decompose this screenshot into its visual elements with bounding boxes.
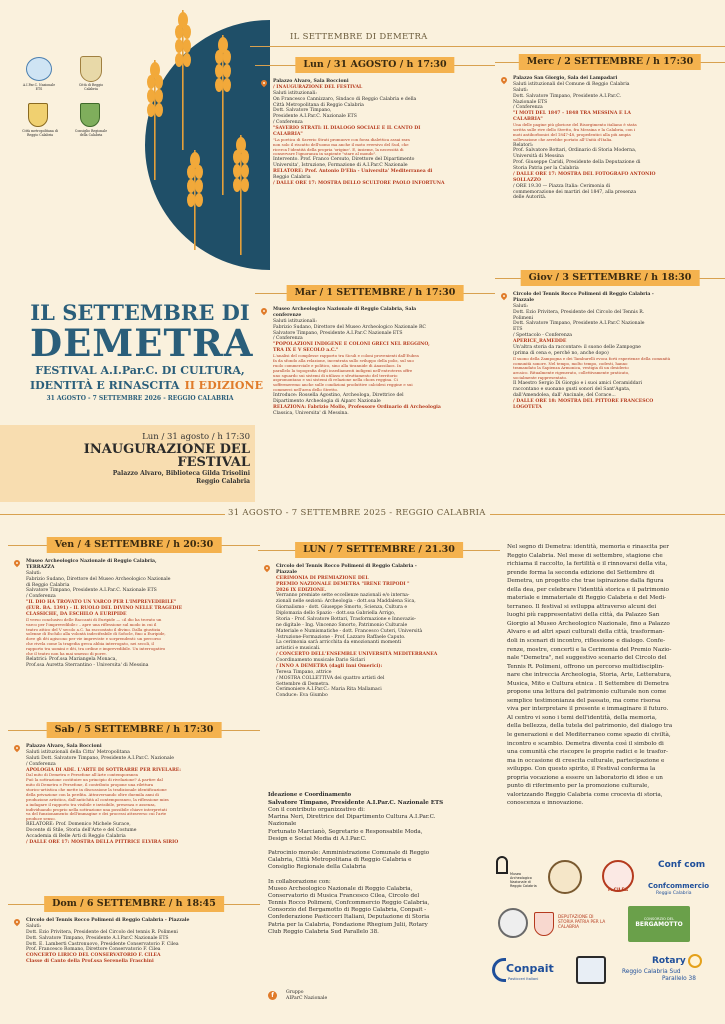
event-text-line: Il verso conclusivo delle Baccanti di Euripide — «il dio ha trovato un xyxy=(26,616,162,622)
event-text-line: Tennis Rocco Polimeni, Confcommercio Reggio Calabria, xyxy=(268,900,430,907)
facebook-label-1: Gruppo xyxy=(286,990,304,995)
event-text-line: / MOSTRA COLLETTIVA dei quattro artisti del xyxy=(276,675,385,681)
rhegium-julii-logo xyxy=(548,860,582,894)
event-text-line: Dott. Ezio Privitera, Presidente del Circolo del Tennis R. xyxy=(513,309,645,315)
event-text-line: commemorazione dei martiri del 1847, alla presenza xyxy=(513,189,637,195)
city-crest-logo xyxy=(80,56,102,82)
event-block xyxy=(495,54,725,201)
event-text-line: Dott. Salvatore Timpano, Presidente A.I.Par.C Nazionale xyxy=(513,321,645,327)
bergamotto-logo xyxy=(628,906,690,942)
event-text-line: Dott. Ezio Privitera, Presidente del Circolo del tennis R. Polimeni xyxy=(26,929,178,935)
event-text-line: CALABRIA" xyxy=(513,117,543,123)
event-text-line: Marina Neri, Direttrice del Dipartimento Cultura A.I.Par.C. xyxy=(268,814,436,821)
event-text-line: storico-artistica che mette in discussione la tradizionale identificazione xyxy=(26,787,167,792)
event-text-line: Relatrici: Prof.ssa Mariangela Monaca, xyxy=(26,656,117,662)
event-text-line: Coordinamento musicale Dario Siclari xyxy=(276,658,365,663)
event-block xyxy=(255,285,495,417)
event-text-line: zionali nelle sezioni: Archeologia - dott.ssa Maddalena Sica, xyxy=(276,599,416,605)
description-line: prende forma la seconda edizione del Settembre di xyxy=(507,569,655,576)
event-text-line: LOGOTETA xyxy=(513,404,542,410)
event-text-line: APOLOGIA DI ADE. L'ARTE DI SOTTRARRE PER RIVELARE: xyxy=(26,767,181,773)
edition-label: II EDIZIONE xyxy=(184,379,263,392)
event-text-line: "La poetica di Saverio Strati promuove con forza dialettica assai rara xyxy=(273,136,410,142)
event-text-line: Patrocinio morale: Amministrazione Comunale di Reggio xyxy=(268,850,430,856)
credits-block xyxy=(268,792,500,936)
event-text-line: "POPOLAZIONI INDIGENE E COLONI GRECI NEL REGGINO, xyxy=(273,342,430,348)
credits-lines xyxy=(268,800,500,936)
description-line: Demetra, un progetto che trae ispirazione dalla figura xyxy=(507,578,664,585)
conpait-icon xyxy=(492,958,506,982)
event-text-line: Prof.ssa Auretta Sterrantino - Universita' di Messina xyxy=(26,662,149,668)
event-text-line: Patria per la Calabria, Fondazione Rhegium Julii, Rotary xyxy=(268,921,428,928)
event-text-line: Circolo del Tennis Rocco Polimeni di Reggio Calabria - Piazzale xyxy=(26,918,190,923)
event-text-line: mito di Demetra e Persefone, il contributo propone una rilettura xyxy=(26,782,154,788)
location-pin-icon xyxy=(501,293,507,301)
event-text-line: Docente di Stile, Storia dell'Arte e del Costume xyxy=(26,828,137,833)
logo-label: Consiglio Regionale della Calabria xyxy=(74,129,108,138)
event-date: Sab / 5 SETTEMBRE / h 17:30 xyxy=(47,722,222,738)
description-line: semplice testimonianza del passato, ma come risorsa xyxy=(507,697,661,704)
logo-label: Città di Reggio Calabria xyxy=(78,83,104,92)
event-text-line: conservare l'ignoranza in sapiente "stare al mondo". xyxy=(273,151,377,157)
confcom-mark: Conf com xyxy=(658,860,706,870)
conpait-logo xyxy=(492,956,556,992)
conpait-label: Conpait xyxy=(506,962,554,975)
event-block xyxy=(255,57,495,187)
sponsor-logos xyxy=(490,850,725,1020)
description-line: Nel segno di Demetra: identità, memoria e rinascita per xyxy=(507,544,669,550)
location-pin-icon xyxy=(261,80,267,88)
event-text-line: Club Reggio Calabria Sud Parallelo 38. xyxy=(268,928,379,935)
event-text-line: / DALLE ORE 17: MOSTRA DELLO SCULTORE PAOLO INFORTUNA xyxy=(273,180,445,186)
event-text-line: di Reggio Calabria xyxy=(26,582,70,588)
event-text-line: Intervento. Prof. Franco Cersuto, Direttore del Dipartimento xyxy=(273,157,415,163)
event-text-line: Circolo del Tennis Rocco Polimeni di Reggio Calabria - xyxy=(513,292,654,297)
event-text-line: RELATORE: Prof. Antonio D'Elia - Universita' Mediterranea di xyxy=(273,169,433,174)
event-text-line: Prof. Salvatore Bottari, Ordinario di Storia Moderna, xyxy=(513,148,637,154)
description-line: una comunità che riscopre le proprie radici e le trasfor- xyxy=(507,749,668,756)
event-text-line: dall'Amendolea, dall' Ancinale, del Corace... xyxy=(513,392,616,398)
divider xyxy=(0,514,225,515)
description-line: le generazioni e del Mediterraneo come spazio di civiltà, xyxy=(507,732,671,739)
event-text-line: Polimeni xyxy=(513,315,534,321)
divider xyxy=(490,514,725,515)
event-text-line: Confederazione Pasticceri Italiani, Deputazione di Storia xyxy=(268,914,430,921)
aiparc-logo xyxy=(26,57,52,81)
event-date: LUN / 7 SETTEMBRE / 21.30 xyxy=(295,542,463,558)
description-line: luoghi più rappresentativi della città, da Palazzo San xyxy=(507,612,660,619)
event-text-line: conferenze xyxy=(273,312,302,318)
event-text-line: Salvatore Timpano, Presidente A.I.Par.C. Nazionale ETS xyxy=(268,799,444,806)
event-text-line: Consorzio del Bergamotto di Reggio Calabria, Conpait - xyxy=(268,907,427,914)
description-line: doli in scenari di incontro, riflessione e dialogo. Confe- xyxy=(507,638,666,645)
event-text-line: che rivela come la tragedia greca abbia interrogato, nei secoli, il xyxy=(26,641,154,647)
description-line: richiama il raccolto, la fertilità e il rinnovarsi della vita, xyxy=(507,561,668,568)
event-text-line: PREMIO NAZIONALE DEMETRA "IRENE TRIPODI " xyxy=(276,581,410,587)
event-text-line: Verranno premiate sette eccellenze nazionali e/o interna- xyxy=(276,593,410,599)
festival-dates: 31 AGOSTO - 7 SETTEMBRE 2026 - REGGIO CALABRIA xyxy=(46,395,234,402)
event-text-line: teatro attico del V secolo a.C. ha raccontato il divino. Dalla giustizia xyxy=(26,626,161,632)
event-block xyxy=(495,270,725,410)
event-text-line: Consiglio Regionale della Calabria xyxy=(268,864,366,871)
title-line-1: IL SETTEMBRE DI xyxy=(30,300,250,325)
event-text-line: In collaborazione con: xyxy=(268,878,331,885)
event-text-line: Saluti: xyxy=(513,87,529,93)
event-text-line: / INAUGURAZIONE DEL FESTIVAL xyxy=(273,84,363,90)
event-text-line: On Francesco Cannizzaro, Sindaco di Reggio Calabria e della xyxy=(273,96,417,102)
description-line: Giorgio al Museo Archeologico Nazionale, fino a Palazzo xyxy=(507,620,670,627)
event-text-line: Nazionale ETS xyxy=(513,99,548,105)
event-text-line: moti antiborbonici del 1847-48, propedeutici alla più ampia xyxy=(513,131,631,137)
location-pin-icon xyxy=(501,77,507,85)
event-text-line: Saluti istituzionali: xyxy=(273,90,317,96)
description-line: propria vocazione a essere un laboratorio di idee e un xyxy=(507,774,663,781)
event-text-line: Calabria, Città Metropolitana di Reggio Calabria e xyxy=(268,857,412,864)
facebook-icon: f xyxy=(268,991,277,1000)
event-text-line: produce senso. xyxy=(26,816,56,822)
event-block xyxy=(8,896,260,965)
event-text-line: Giornalismo - dott. Giuseppe Smorto, Scienza, Cultura e xyxy=(276,605,408,611)
event-text-line: Conservatorio di Musica Francesco Cilea, Circolo del xyxy=(268,892,420,899)
description-line: renze, mostre, concerti e la Cerimonia del Premio Nazio- xyxy=(507,646,672,653)
divider xyxy=(250,46,725,47)
description-line: della bellezza, della tutela del patrimonio, del dialogo tra xyxy=(507,723,673,730)
event-text-line: Fortunato Marcianò, Segretario e Responsabile Moda, xyxy=(268,828,423,835)
event-text-line: Storia - Prof. Salvatore Bottari, Trasformazione e Innovazio- xyxy=(276,616,417,622)
institution-logos xyxy=(22,55,112,145)
event-text-line: Piazzale xyxy=(513,297,535,303)
event-text-line: / Conferenza xyxy=(513,105,543,111)
event-text-line: TRA IX E V SECOLO a.C." xyxy=(273,348,339,354)
event-text-line: ETS xyxy=(513,327,523,333)
inauguration-box xyxy=(20,432,250,486)
title-line-2: DEMETRA xyxy=(30,321,254,365)
event-text-line: / DALLE ORE 17: MOSTRA DELLA PITTRICE ELVIRA SIRIO xyxy=(26,839,179,845)
bottom-banner: 31 AGOSTO - 7 SETTEMBRE 2025 - REGGIO CALABRIA xyxy=(228,508,486,518)
event-text-line: La cerimonia sarà arricchita da emozionanti momenti xyxy=(276,640,402,646)
event-date: Giov / 3 SETTEMBRE / h 18:30 xyxy=(521,270,700,286)
event-text-line: CALABRIA" xyxy=(273,131,303,137)
description-line: Musica, Mito e Cultura etnica . Il Settembre di Demetra xyxy=(507,680,669,687)
sponsor-label-line: Nazionale di xyxy=(510,880,531,885)
sponsor-label-line: CALABRIA xyxy=(558,924,579,930)
event-text-line: va del funzionamento dell'immagine e dei processi attraverso cui l'arte xyxy=(26,811,167,817)
description-line: Al centro vi sono i temi dell'identità, della memoria, xyxy=(507,714,657,721)
description-line: Tennis R. Polimeni, offrono un percorso multidisciplin- xyxy=(507,663,665,670)
credits-heading: Ideazione e Coordinamento xyxy=(268,792,352,798)
event-text-line: Circolo del Tennis Rocco Polimeni di Reggio Calabria - xyxy=(276,564,417,569)
description-line: nale "Demetra", nel suggestivo scenario del Circolo del xyxy=(507,655,667,662)
event-text-line: Presidente A.I.Par.C. Nazionale ETS xyxy=(273,114,357,120)
event-text-line: fa da sfondo alla relazione, incentrata sullo sviluppo della polis, sul suo xyxy=(273,357,414,363)
location-pin-icon xyxy=(14,745,20,753)
event-text-line: L'analisi del complesse rapporto tra Siculi e coloni provenienti dall'Eubea xyxy=(273,353,419,358)
event-text-line: dove gli dèi agiscono per vie impreviste e sorprendenti: un percorso xyxy=(26,636,161,642)
description-line: materiale e immateriale di Reggio Calabria e del Medi- xyxy=(507,595,667,602)
event-text-line: Nazionale xyxy=(268,821,297,828)
event-text-line: RELATORE: Prof. Domenico Michele Surace, xyxy=(26,822,131,828)
event-text-line: non solo il riscatto dell'uomo ma anche il moto eversivo del Sud, che xyxy=(273,141,409,147)
conpait-sub: Pasticceri Italiani xyxy=(508,977,539,981)
description-line: viva per interpretare il presente e immaginare il futuro. xyxy=(507,706,669,713)
description-line: ma in occasione di crescita culturale, partecipazione e xyxy=(507,757,665,764)
event-block xyxy=(8,537,260,669)
event-block xyxy=(8,722,260,846)
description-line: Alvaro e ad altri spazi culturali della città, trasforman- xyxy=(507,629,665,636)
event-text-line: Reggio Calabria xyxy=(273,174,311,180)
event-date: Dom / 6 SETTEMBRE / h 18:45 xyxy=(44,896,224,912)
sponsor-label-line: Museo xyxy=(510,872,522,876)
inauguration-place-1: Palazzo Alvaro, Biblioteca Gilda Trisolini xyxy=(112,470,250,477)
rotary-label: Rotary xyxy=(652,956,686,966)
pastry-logo xyxy=(576,956,606,984)
event-text-line: Teresa Timpano, attrice xyxy=(276,669,332,675)
event-text-line: Saluti istituzionali della Citta' Metropolitana xyxy=(26,749,130,755)
event-text-line: della privazione con la perdita. Attraversando oltre duemila anni di xyxy=(26,791,159,797)
festival-description xyxy=(507,543,719,808)
event-text-line: Storia Patria per la Calabria xyxy=(513,166,579,171)
event-text-line: Il suono della Zampogna e dei Tamburelli evoca forti esperienze della comunità xyxy=(513,355,671,361)
description-line: valorizzando Reggio Calabria come crocevia di storia, xyxy=(507,791,663,798)
event-text-line: commerci nell'area dello Stretto. xyxy=(273,387,339,393)
subtitle-line-1: FESTIVAL A.I.Par.C. DI CULTURA, xyxy=(35,364,245,377)
bergamotto-label-2: BERGAMOTTO xyxy=(635,921,683,928)
event-text-line: "I MOTI DEL 1847 - 1848 TRA MESSINA E LA xyxy=(513,111,631,117)
event-text-line: Diplomazia dello Spazio - dott.ssa Gabriella Arrigo, xyxy=(276,611,396,616)
sponsor-label-line: DEPUTAZIONE DI xyxy=(558,914,594,919)
event-text-line: Il Maestro Sergio Di Giorgio e i suoi amici Ceramiddari xyxy=(513,381,643,386)
event-text-line: Un'altra storia da raccontare: il suono delle Zampogne xyxy=(513,344,641,350)
event-text-line: ricerca l'identità della propria 'origine'. E, insieme, la necessità di xyxy=(273,146,404,152)
event-date: Merc / 2 SETTEMBRE / h 17:30 xyxy=(519,54,701,70)
event-text-line: Con il contributo organizzativo di: xyxy=(268,807,365,814)
description-line: nare che intreccia Archeologia, Storia, Arte, Letteratura, xyxy=(507,672,672,679)
event-text-line: TERRAZZA xyxy=(26,564,55,570)
event-text-line: a indagare il rapporto tra visibile e invisibile, presenza e assenza, xyxy=(26,801,156,807)
event-text-line: CONCERTO LIRICO DEL CONSERVATORIO F. CILEA xyxy=(26,953,161,959)
event-text-line: Classica, Universita' di Messina. xyxy=(273,410,349,416)
bergamotto-label-1: CONSORZIO DEL xyxy=(643,917,675,921)
event-text-line: Prof. Francesco Romano, Direttore Conservatorio F. Cilea xyxy=(26,947,161,953)
event-text-line: Museo Archeologico Nazionale di Reggio Calabria, Sala xyxy=(273,307,417,312)
event-text-line: 2026 IX EDIZIONE. xyxy=(276,587,327,593)
event-text-line: delle Autorità. xyxy=(513,195,547,201)
event-text-line: Dal mito di Demetra e Persefone all'Arte contemporanea xyxy=(26,772,139,778)
description-line: conoscenza e innovazione. xyxy=(507,800,584,807)
event-text-line: ne digitale - Ing. Vincenzo Smorto, Patrimonio Culturale xyxy=(276,622,408,628)
event-text-line: / DALLE ORE 17: MOSTRA DEL FOTOGRAFO ANTONIO xyxy=(513,171,656,177)
event-text-line: Dipartimento Archeologia di Aiparc Nazionale xyxy=(273,398,381,404)
event-text-line: Cerimoniere A.I.Par.C.: Maria Rita Mallamaci xyxy=(276,687,382,693)
location-pin-icon xyxy=(14,560,20,568)
event-text-line: / Conferenza xyxy=(26,761,56,767)
regional-council-logo xyxy=(80,103,100,127)
event-text-line: Materiale e Numismatiche - dott. Francesco Cuteri, Università xyxy=(276,628,423,634)
event-text-line: che il teatro non ha mai smesso di porre. xyxy=(26,650,107,656)
event-text-line: Salvatore Timpano, Presidente A.I.Par.C Nazionale ETS xyxy=(273,330,403,336)
event-text-line: Dott. E. Lamberti Castronuovo, Presidente Conservatorio F. Cilea xyxy=(26,941,179,947)
event-text-line: Dott. Salvatore Timpano, Presidente A.I.Par.C Nazionale ETS xyxy=(26,935,169,941)
event-text-line: Saluti: xyxy=(513,303,529,309)
event-date: Ven / 4 SETTEMBRE / h 20:30 xyxy=(47,537,222,553)
event-block xyxy=(258,542,500,699)
description-line: Reggio Calabria. Nel mese di settembre, stagione che xyxy=(507,552,663,559)
event-text-line: Saluti: xyxy=(26,570,42,576)
event-text-line: CLASSICHE, DA ESCHILO A EURIPIDE xyxy=(26,611,127,617)
event-text-line: ruolo commerciale e politico, sino alla tirannide di Anassilaos. In xyxy=(273,362,402,368)
event-text-line: sollevazione che avrebbe portato all'Unità d'Italia. xyxy=(513,136,613,142)
logo-label: Città metropolitana di Reggio Calabria xyxy=(22,129,58,138)
event-text-line: uno sguardo sui sistemi di utilizzo e sfruttamento del territorio xyxy=(273,372,398,378)
description-line: incontro e scambio. Demetra diventa così il simbolo di xyxy=(507,740,664,747)
facebook-label-2: AIParC Nazionale xyxy=(286,996,328,1001)
event-text-line: scritta sulle rive dello Stretto, fra Messina e la Calabria, con i xyxy=(513,126,636,132)
inauguration-date: Lun / 31 agosto / h 17:30 xyxy=(142,432,250,442)
event-text-line: Classe di Canto della Prof.ssa Serenella Fraschini xyxy=(26,959,154,965)
event-text-line: solenne di Eschilo alla volontà indecifrabile di Sofocle, fino a Euripide, xyxy=(26,631,166,637)
event-text-line: rapporto tra uomini e dèi, tra ordine e imprevedibile. Un interrogativo xyxy=(26,646,166,651)
inauguration-title-1: INAUGURAZIONE DEL xyxy=(83,442,250,457)
inauguration-place-2: Reggio Calabria xyxy=(196,478,250,485)
sponsor-label-line: Reggio Calabria xyxy=(510,884,537,889)
event-text-line: Dott. Salvatore Timpano, xyxy=(273,108,332,114)
event-text-line: / ORE 19.30 — Piazza Italia: Cerimonia di xyxy=(513,183,611,189)
event-text-line: aspromontano e sui sistemi di relazione nella chora reggina. Ci xyxy=(273,377,398,383)
event-text-line: "SAVERIO STRATI: IL DIALOGO SOCIALE E IL CANTO DI xyxy=(273,126,421,131)
location-pin-icon xyxy=(264,565,270,573)
description-line: propone una lettura del patrimonio culturale non come xyxy=(507,689,667,696)
description-line: della dea, per celebrare l'identità storica e il patrimonio xyxy=(507,586,669,593)
event-text-line: Salvatore Timpano, Presidente A.I.Par.C. Nazionale ETS xyxy=(26,588,157,594)
event-text-line: tramandato la Sapienza Armonica, vestigia di un desiderio xyxy=(513,365,629,371)
event-text-line: Saluti istituzionali: xyxy=(273,318,317,324)
event-text-line: -Istruzione-Formazione - Prof. Lazzaro Raffaele Caputo. xyxy=(276,634,406,640)
event-text-line: Museo Archeologico Nazionale di Reggio Calabria, xyxy=(268,885,413,892)
event-text-line: Settembre di Demetra. xyxy=(276,681,330,687)
event-text-line: soffermeremo anche sulle condizioni produttive calcidesi reggine e sui xyxy=(273,382,413,388)
description-line: punto di riferimento per la promozione culturale, xyxy=(507,783,650,790)
event-text-line: Piazzale xyxy=(276,569,298,575)
event-text-line: "IL DIO HA TROVATO UN VARCO PER L'IMPREVEDIBILE" xyxy=(26,600,177,606)
hero-title xyxy=(30,300,263,404)
event-text-line: produzione artistica, dall'antichità al contemporaneo, la riflessione mira xyxy=(26,796,169,802)
event-text-line: Fabrizio Sudano, Direttore del Museo Archeologico Nazionale RC xyxy=(273,324,426,330)
deputazione-label xyxy=(558,914,605,929)
event-text-line: comunità sonore. Nel tempo, molto tempo, codesti, hanno xyxy=(513,360,628,366)
event-text-line: socialmente rappresentato. xyxy=(513,375,568,381)
event-date: Mar / 1 SETTEMBRE / h 17:30 xyxy=(287,285,464,301)
description-line: terraneo. Il festival si sviluppa attraverso alcuni dei xyxy=(507,603,657,610)
location-pin-icon xyxy=(14,919,20,927)
event-text-line: Una delle pagine più gloriose del Risorgimento italiano è stata xyxy=(513,122,637,127)
event-text-line: Può la sottrazione costituire un principio di rivelazione? A partire dal xyxy=(26,777,163,783)
event-text-line: Design e Social Media di A.I.Par.C. xyxy=(268,835,367,842)
rotary-sub-1: Reggio Calabria Sud xyxy=(622,969,681,975)
rotary-wheel-icon xyxy=(688,954,702,968)
event-text-line: artistici e musicali. xyxy=(276,646,321,652)
event-text-line: Introduce: Rossella Agostino, Archeologa, Direttrice del xyxy=(273,393,404,398)
event-text-line: Dott. Salvatore Timpano, Presidente A.I.Par.C. xyxy=(513,93,622,99)
event-date: Lun / 31 AGOSTO / h 17:30 xyxy=(295,57,454,73)
event-text-line: Museo Archeologico Nazionale di Reggio Calabria, xyxy=(26,559,157,564)
event-text-line: varco per l'imprevedibile» – apre una riflessione sul modo in cui il xyxy=(26,621,157,627)
event-text-line xyxy=(268,871,500,878)
event-text-line: raccontano e suonano gusti sonori del Sant'Agata, xyxy=(513,386,631,392)
event-text-line: Prof. Giuseppe Caridi, Presidente della Deputazione di xyxy=(513,160,641,166)
hero-artwork xyxy=(130,0,270,300)
event-text-line: / DALLE ORE 18: MOSTRA DEL PITTORE FRANCESCO xyxy=(513,398,654,404)
cilea-label: F. CILEA xyxy=(607,888,629,893)
event-text-line: / Conferenza xyxy=(273,336,303,342)
event-text-line: / CONCERTO DELL'ENSEMBLE UNIVERSITÀ MEDITERRANEA xyxy=(276,652,438,658)
event-text-line: (prima di cena e, perché no, anche dopo) xyxy=(513,350,609,356)
description-line: sviluppo. Con questo spirito, il Festival conferma la xyxy=(507,766,656,773)
deputazione-logo xyxy=(534,912,554,936)
event-text-line: (EUR. BA. 1391) - IL RUOLO DEL DIVINO NELLE TRAGEDIE xyxy=(26,606,183,611)
event-text-line: / Conferenza xyxy=(273,120,303,126)
event-text-line: RELAZIONA: Fabrizio Mollo, Professore Ordinario di Archeologia xyxy=(273,404,441,410)
event-text-line xyxy=(268,843,500,850)
event-text-line: Città Metropolitana di Reggio Calabria xyxy=(273,102,364,108)
event-text-line: Saluti istituzionali del Comune di Reggio Calabria xyxy=(513,81,630,87)
event-text-line: CERIMONIA DI PREMIAZIONE DEL xyxy=(276,575,369,581)
event-text-line: / INNO A DEMETRA (dagli Inni Omerici): xyxy=(276,663,383,669)
location-pin-icon xyxy=(261,308,267,316)
event-text-line: parallelo la topografia degli insediamenti indigeni nell'entroterra offre xyxy=(273,367,413,373)
event-text-line: Saluti Dott. Salvatore Timpano, Presidente A.I.Par.C. Nazionale xyxy=(26,755,174,761)
subtitle-line-2: IDENTITÀ E RINASCITA xyxy=(30,379,180,392)
event-text-line: APERICE_RAMEDDE xyxy=(513,339,567,344)
event-text-line: Università di Messina xyxy=(513,154,564,160)
museo-logo xyxy=(496,856,508,874)
sponsor-label-line: STORIA PATRIA PER LA xyxy=(558,919,606,925)
confcom-sub: Reggio Calabria xyxy=(656,891,692,896)
event-text-line: Palazzo Alvaro, Sala Boccioni xyxy=(26,744,102,749)
museo-label xyxy=(510,872,537,888)
confcom-label: Confcommercio xyxy=(648,882,710,890)
event-text-line: Universita', Istruzione, Formazione di A.I.Par.C Nazionale xyxy=(273,163,408,169)
logo-label: A.I.Par.C. Nazionale ETS xyxy=(22,83,56,92)
event-text-line: Accademia di Belle Arti di Reggio Calabria xyxy=(26,833,126,839)
event-text-line: Palazzo San Giorgio, Sala dei Lampadari xyxy=(513,76,618,81)
event-text-line: / Conferenza xyxy=(26,594,56,600)
sponsor-label-line: Archeologico xyxy=(510,876,532,881)
event-text-line: arcaico. Ritualmente rigenerato, collettivamente praticato, xyxy=(513,370,630,376)
event-text-line: Relatori: xyxy=(513,142,534,148)
inauguration-title-2: FESTIVAL xyxy=(177,455,250,470)
metro-city-logo xyxy=(28,103,48,127)
tennis-logo xyxy=(498,908,528,938)
section-title: IL SETTEMBRE DI DEMETRA xyxy=(290,32,428,42)
rotary-sub-2: Parallelo 38 xyxy=(662,976,696,982)
event-text-line: Saluti: xyxy=(26,923,42,929)
event-text-line: Conduce: Eva Giumbo xyxy=(276,693,328,699)
event-text-line: / Spettacolo - Conferenza xyxy=(513,333,572,339)
event-text-line: Palazzo Alvaro, Sala Boccioni xyxy=(273,79,349,84)
event-text-line: SOLLAZZO xyxy=(513,177,542,183)
event-text-line: Fabrizio Sudano, Direttore del Museo Archeologico Nazionale xyxy=(26,576,171,582)
event-text-line: individuando proprio nella sottrazione una possibile chiave interpretati xyxy=(26,806,167,812)
